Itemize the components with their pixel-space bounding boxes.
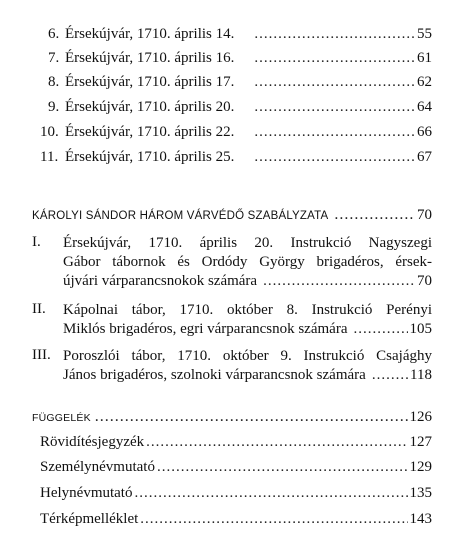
entry-line: Érsekújvár, 1710. április 20. Instrukció Nagyszegi (63, 235, 432, 251)
page-number: 127 (409, 434, 432, 450)
page-number: 61 (417, 50, 432, 66)
entry-title: Érsekújvár, 1710. április 25. (65, 149, 235, 165)
appendix-item (40, 485, 432, 502)
toc-entry-multiline (63, 301, 432, 339)
entry-number: II. (32, 301, 46, 317)
entry-line: János brigadéros, szolnoki várparancsnok számára (63, 367, 366, 383)
page-number: 70 (417, 207, 432, 223)
page-number: 129 (409, 459, 432, 475)
page-number: 105 (409, 321, 432, 337)
leader-dots (254, 26, 415, 43)
entry-last-line (63, 366, 432, 385)
appendix-item (40, 434, 432, 451)
leader-dots (254, 50, 415, 67)
entry-title: Érsekújvár, 1710. április 22. (65, 124, 235, 140)
entry-line: Kápolnai tábor, 1710. október 8. Instrukció Perényi (63, 302, 432, 318)
leader-dots (134, 485, 407, 502)
appendix-item-label: Helynévmutató (40, 485, 133, 501)
page-number: 126 (409, 409, 432, 425)
leader-dots (146, 434, 407, 451)
section-heading (32, 206, 432, 224)
appendix-item (40, 459, 432, 476)
leader-dots (254, 149, 415, 166)
toc-entry (40, 149, 432, 166)
toc-entry (48, 26, 432, 43)
toc-entry-multiline (63, 347, 432, 385)
toc-entry-multiline (63, 234, 432, 291)
leader-dots (254, 99, 415, 116)
page-number: 143 (409, 511, 432, 527)
entry-number: 9. (48, 99, 60, 115)
leader-dots (157, 459, 408, 476)
page-number: 55 (417, 26, 432, 42)
appendix-heading (32, 408, 432, 426)
entry-line: Miklós brigadéros, egri várparancsnok számára (63, 321, 348, 337)
page-number: 70 (417, 273, 432, 289)
leader-dots (254, 124, 415, 141)
appendix-item (40, 511, 432, 528)
entry-number: I. (32, 234, 41, 250)
leader-dots (263, 272, 415, 291)
entry-title: Érsekújvár, 1710. április 17. (65, 74, 235, 90)
leader-dots (372, 366, 408, 385)
page-number: 67 (417, 149, 432, 165)
entry-title: Érsekújvár, 1710. április 20. (65, 99, 235, 115)
appendix-item-label: Térképmelléklet (40, 511, 139, 527)
leader-dots (254, 74, 415, 91)
leader-dots (95, 408, 408, 426)
appendix-item-label: Rövidítésjegyzék (40, 434, 145, 450)
entry-title: Érsekújvár, 1710. április 16. (65, 50, 235, 66)
entry-number: 11. (40, 149, 59, 165)
page-number: 135 (409, 485, 432, 501)
appendix-item-label: Személynévmutató (40, 459, 155, 475)
section-title: KÁROLYI SÁNDOR HÁROM VÁRVÉDŐ SZABÁLYZATA (32, 210, 329, 222)
entry-number: 7. (48, 50, 60, 66)
entry-number: 8. (48, 74, 60, 90)
entry-number: 10. (40, 124, 59, 140)
entry-title: Érsekújvár, 1710. április 14. (65, 26, 235, 42)
leader-dots (140, 511, 407, 528)
leader-dots (334, 206, 415, 224)
entry-line: Poroszlói tábor, 1710. október 9. Instrukció Csajághy (63, 348, 432, 364)
toc-entry (40, 124, 432, 141)
toc-entry (48, 50, 432, 67)
entry-number: III. (32, 347, 51, 363)
entry-line: újvári várparancsnokok számára (63, 273, 258, 289)
entry-last-line (63, 272, 432, 291)
page-number: 64 (417, 99, 432, 115)
entry-line: Gábor tábornok és Ordódy György brigadéros, érsek- (63, 254, 432, 270)
page-number: 66 (417, 124, 432, 140)
page-number: 62 (417, 74, 432, 90)
entry-last-line (63, 320, 432, 339)
toc-entry (48, 74, 432, 91)
appendix-title: FÜGGELÉK (32, 412, 91, 424)
page-number: 118 (410, 367, 432, 383)
entry-number: 6. (48, 26, 60, 42)
toc-entry (48, 99, 432, 116)
leader-dots (353, 320, 407, 339)
